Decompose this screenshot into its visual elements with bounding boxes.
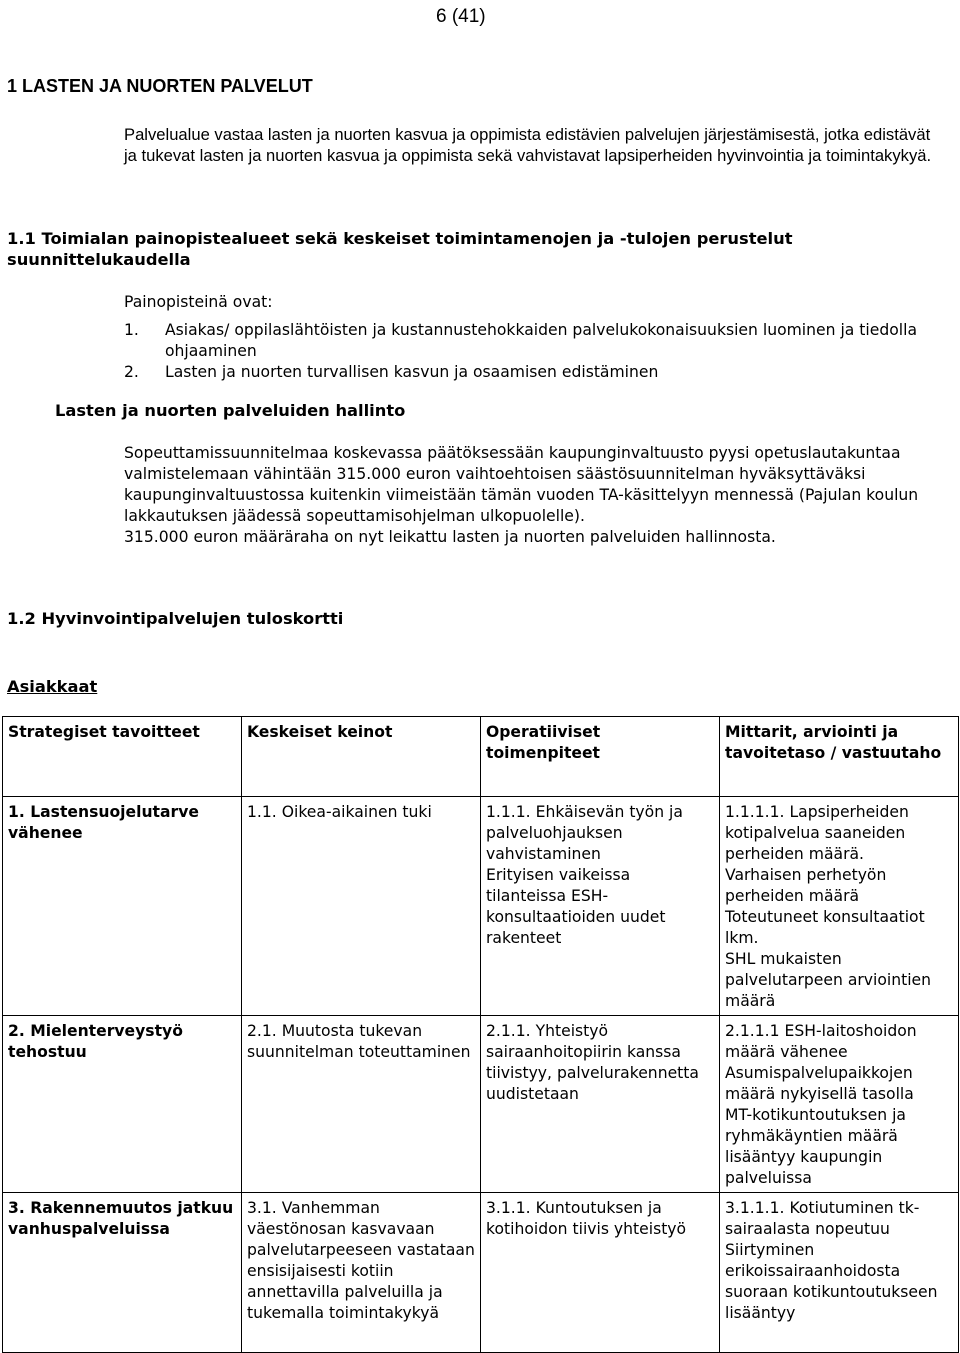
asiakkaat-heading: Asiakkaat <box>7 677 98 696</box>
section-title-lasten-ja-nuorten-palvelut: 1 LASTEN JA NUORTEN PALVELUT <box>7 76 313 96</box>
subsection-title-1-2: 1.2 Hyvinvointipalvelujen tuloskortti <box>7 609 344 628</box>
table-cell: 3. Rakennemuutos jatkuu vanhuspalveluissa <box>3 1193 242 1353</box>
header-cell: Operatiiviset toimenpiteet <box>481 717 720 797</box>
table-header-row <box>3 717 959 797</box>
table-cell: 2.1.1.1 ESH-laitoshoidon määrä vähenee Asumispalvelupaikkojen määrä nykyisellä tasolla MT-kotikuntoutuksen ja ryhmäkäyntien määrä lisääntyy kaupungin palveluissa <box>720 1016 959 1193</box>
header-cell: Strategiset tavoitteet <box>3 717 242 797</box>
table-cell: 1.1.1. Ehkäisevän työn ja palveluohjauksen vahvistaminen Erityisen vaikeissa tilanteissa ESH-konsultaatioiden uudet rakenteet <box>481 797 720 1016</box>
table-cell: 3.1.1.1. Kotiutuminen tk-sairaalasta nopeutuu Siirtyminen erikoissairaanhoidosta suoraan kotikuntoutukseen lisääntyy <box>720 1193 959 1353</box>
priorities-list <box>124 320 944 383</box>
table-cell: 1. Lastensuojelutarve vähenee <box>3 797 242 1016</box>
hallinto-paragraphs <box>124 443 924 548</box>
table-cell: 3.1. Vanhemman väestönosan kasvavaan palvelutarpeeseen vastataan ensisijaisesti kotiin annettavilla palveluilla ja tukemalla toimintakykyä <box>242 1193 481 1353</box>
table-cell: 2. Mielenterveystyö tehostuu <box>3 1016 242 1193</box>
hallinto-heading: Lasten ja nuorten palveluiden hallinto <box>55 401 406 420</box>
table-row <box>3 1016 959 1193</box>
subsection-title-1-1: 1.1 Toimialan painopistealueet sekä keskeiset toimintamenojen ja -tulojen perustelut suunnittelukaudella <box>7 229 793 269</box>
table-cell: 3.1.1. Kuntoutuksen ja kotihoidon tiivis yhteistyö <box>481 1193 720 1353</box>
table-row <box>3 1193 959 1353</box>
section-intro-paragraph: Palvelualue vastaa lasten ja nuorten kasvua ja oppimista edistävien palvelujen järjestämisestä, jotka edistävät ja tukevat lasten ja nuorten kasvua ja oppimista sekä vahvistavat lapsiperheiden hyvinvointia ja toimintakykyä. <box>124 125 932 165</box>
header-cell: Keskeiset keinot <box>242 717 481 797</box>
hallinto-paragraph-1: Sopeuttamissuunnitelmaa koskevassa päätöksessään kaupunginvaltuusto pyysi opetuslautakuntaa valmistelemaan vähintään 315.000 euron vaihtoehtoisen säästösuunnitelman hyväksyttäväksi kaupunginvaltuustossa kuitenkin viimeistään tämän vuoden TA-käsittelyyn mennessä (Pajulan koulun lakkautuksen jäädessä sopeuttamisohjelman ulkopuolelle). <box>124 444 919 525</box>
list-item: 1. Asiakas/ oppilaslähtöisten ja kustannustehokkaiden palvelukokonaisuuksien luominen ja tiedolla ohjaaminen <box>124 321 918 360</box>
table-cell: 1.1. Oikea-aikainen tuki <box>242 797 481 1016</box>
list-item: 2. Lasten ja nuorten turvallisen kasvun ja osaamisen edistäminen <box>124 363 659 381</box>
table-row <box>3 797 959 1016</box>
page-number: 6 (41) <box>436 6 486 27</box>
header-cell: Mittarit, arviointi ja tavoitetaso / vastuutaho <box>720 717 959 797</box>
table-cell: 2.1. Muutosta tukevan suunnitelman toteuttaminen <box>242 1016 481 1193</box>
hallinto-paragraph-2: 315.000 euron määräraha on nyt leikattu lasten ja nuorten palveluiden hallinnosta. <box>124 528 776 546</box>
scorecard-table <box>2 716 959 1353</box>
table-cell: 2.1.1. Yhteistyö sairaanhoitopiirin kanssa tiivistyy, palvelurakennetta uudistetaan <box>481 1016 720 1193</box>
table-cell: 1.1.1.1. Lapsiperheiden kotipalvelua saaneiden perheiden määrä. Varhaisen perhetyön perheiden määrä Toteutuneet konsultaatiot lkm. SHL mukaisten palvelutarpeen arviointien määrä <box>720 797 959 1016</box>
priorities-lead: Painopisteinä ovat: <box>124 293 273 311</box>
